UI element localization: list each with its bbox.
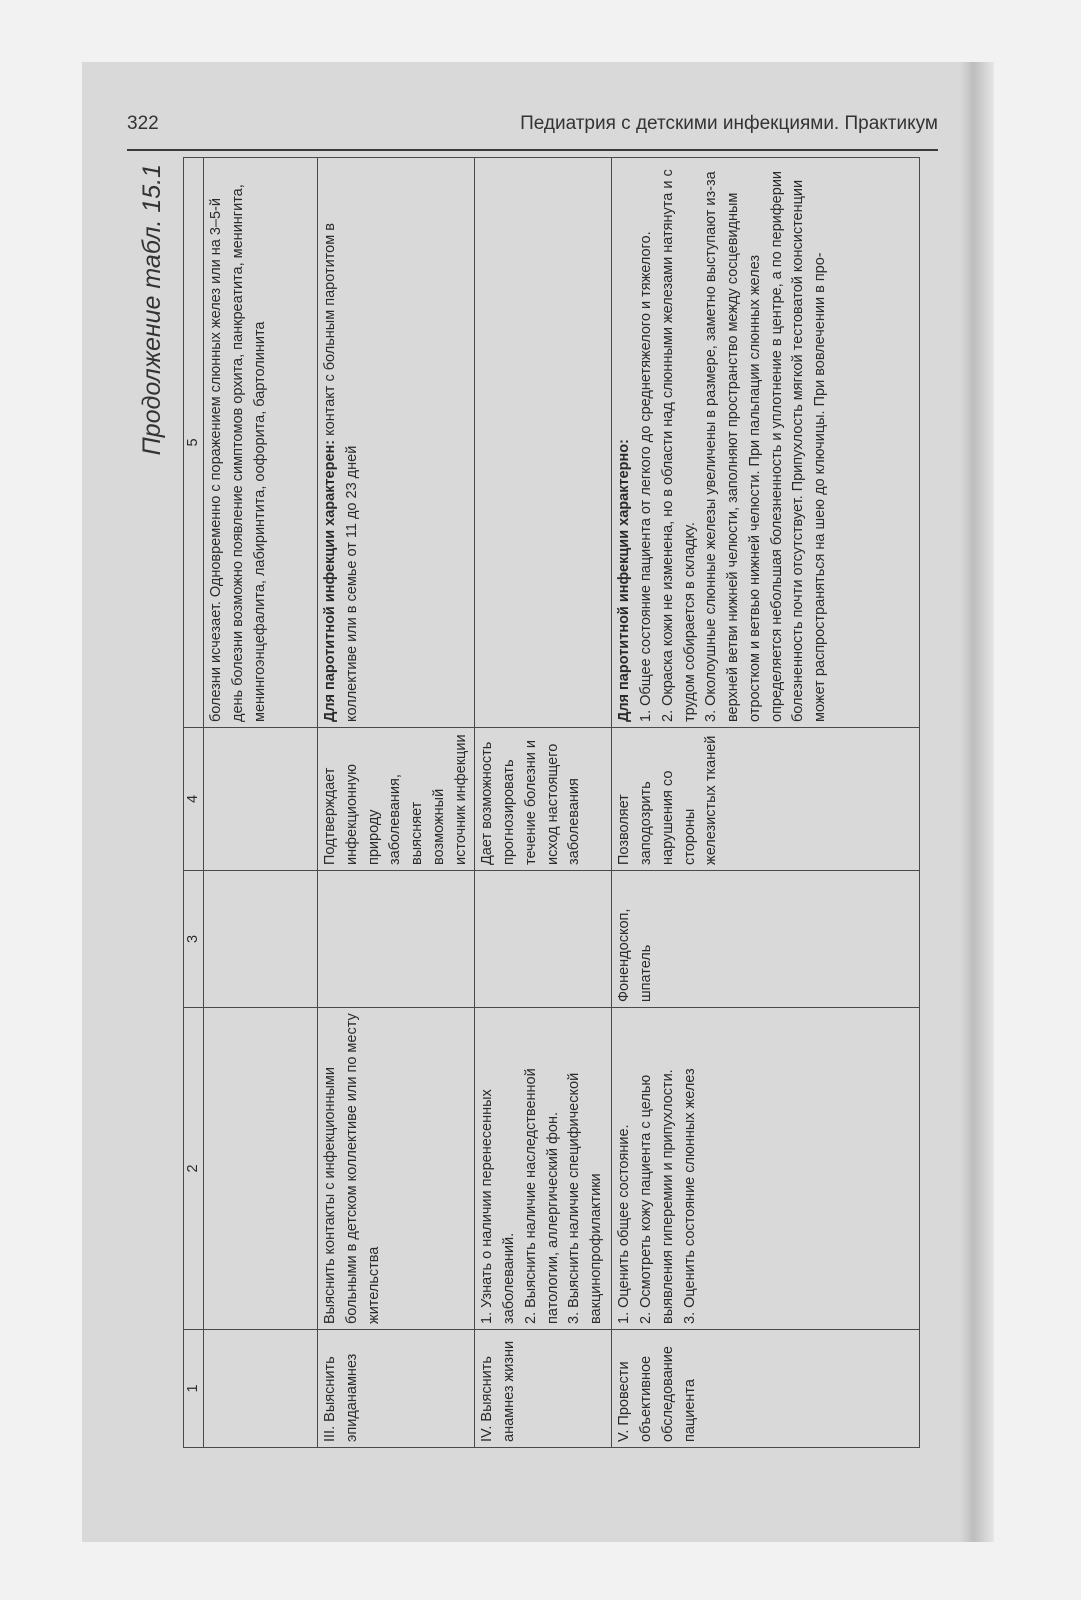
- action-item: 1. Узнать о наличии перенесенных заболеваний.: [479, 1089, 517, 1324]
- rationale-cell: Подтверждает инфекционную природу заболевания, выясняет возможный источник инфекции: [318, 728, 475, 871]
- equipment-cell: [204, 871, 318, 1008]
- page-edge-shadow: [960, 62, 994, 1542]
- findings-cell: [475, 158, 612, 728]
- equipment-cell: Фонендоскоп, шпатель: [612, 871, 920, 1008]
- table-caption: Продолжение табл. 15.1: [138, 164, 166, 456]
- action-item: 2. Выяснить наличие наследственной патологии, аллергический фон.: [522, 1068, 561, 1324]
- table-row: [204, 158, 318, 1448]
- findings-cell: [318, 158, 475, 728]
- header-rule: [127, 149, 938, 151]
- column-header: 5: [184, 158, 204, 728]
- stage-cell: V. Провести объективное обследование пациента: [612, 1330, 920, 1448]
- column-header: 3: [184, 871, 204, 1008]
- findings-item: 1. Общее состояние пациента от легкого до среднетяжелого и тяжелого.: [638, 231, 654, 722]
- findings-item: 3. Околоушные слюнные железы увеличены в размере, заметно выступают из-за верхней ветви нижней челюсти, заполняют пространство между сосцевидным отростком и ветвью нижней челюсти. При пальпации слюнных желез определяется небольшая болезненность и уплотнение в центре, а по периферии болезненность почти отсутствует. Припухлость мягкой тестоватой консистенции может распространяться на шею до ключицы. При вовлечении в про-: [703, 170, 828, 722]
- findings-item: 2. Окраска кожи не изменена, но в области над слюнными железами натянута и с трудом собирается в складку.: [659, 169, 698, 722]
- rotated-table-block: [127, 158, 920, 1448]
- stage-cell: [204, 1330, 318, 1448]
- findings-cell: [612, 158, 920, 728]
- stage-cell: III. Выяснить эпиданамнез: [318, 1330, 475, 1448]
- table-row: [318, 158, 475, 1448]
- actions-cell: [475, 1008, 612, 1330]
- stage-cell: IV. Выяснить анамнез жизни: [475, 1330, 612, 1448]
- column-header: 4: [184, 728, 204, 871]
- actions-cell: [612, 1008, 920, 1330]
- running-title: Педиатрия с детскими инфекциями. Практикум: [520, 113, 938, 134]
- procedure-table: [183, 157, 920, 1448]
- table-row: [612, 158, 920, 1448]
- action-item: 3. Оценить состояние слюнных желез: [681, 1068, 698, 1324]
- column-header: 1: [184, 1330, 204, 1448]
- actions-cell: [204, 1008, 318, 1330]
- findings-intro: Для паротитной инфекции характерно:: [616, 439, 633, 722]
- table-row: [475, 158, 612, 1448]
- rationale-cell: Позволяет заподозрить нарушения со стороны железистых тканей: [612, 728, 920, 871]
- column-header: 2: [184, 1008, 204, 1330]
- findings-text: контакт с больным паротитом в коллективе или в семье от 11 до 23 дней: [322, 223, 360, 722]
- action-item: 2. Осмотреть кожу пациента с целью выявления гиперемии и припухлости.: [638, 1069, 676, 1324]
- actions-cell: [318, 1008, 475, 1330]
- action-item: Выяснить контакты с инфекционными больными в детском коллективе или по месту жительства: [322, 1013, 382, 1324]
- equipment-cell: [318, 871, 475, 1008]
- action-item: 1. Оценить общее состояние.: [616, 1124, 633, 1324]
- rationale-cell: Дает возможность прогнозировать течение болезни и исход настоящего заболевания: [475, 728, 612, 871]
- table-header-row: [184, 158, 204, 1448]
- findings-text: болезни исчезает. Одновременно с поражением слюнных желез или на 3–5-й день болезни возможно появление симптомов орхита, панкреатита, менингита, менингоэнцефалита, лабиринтита, оофорита, бартолинита: [208, 184, 268, 722]
- findings-intro: Для паротитной инфекции характерен:: [322, 439, 338, 722]
- findings-cell: [204, 158, 318, 728]
- equipment-cell: [475, 871, 612, 1008]
- page-number: 322: [127, 113, 159, 134]
- action-item: 3. Выяснить наличие специфической вакцинопрофилактики: [566, 1072, 604, 1324]
- rationale-cell: [204, 728, 318, 871]
